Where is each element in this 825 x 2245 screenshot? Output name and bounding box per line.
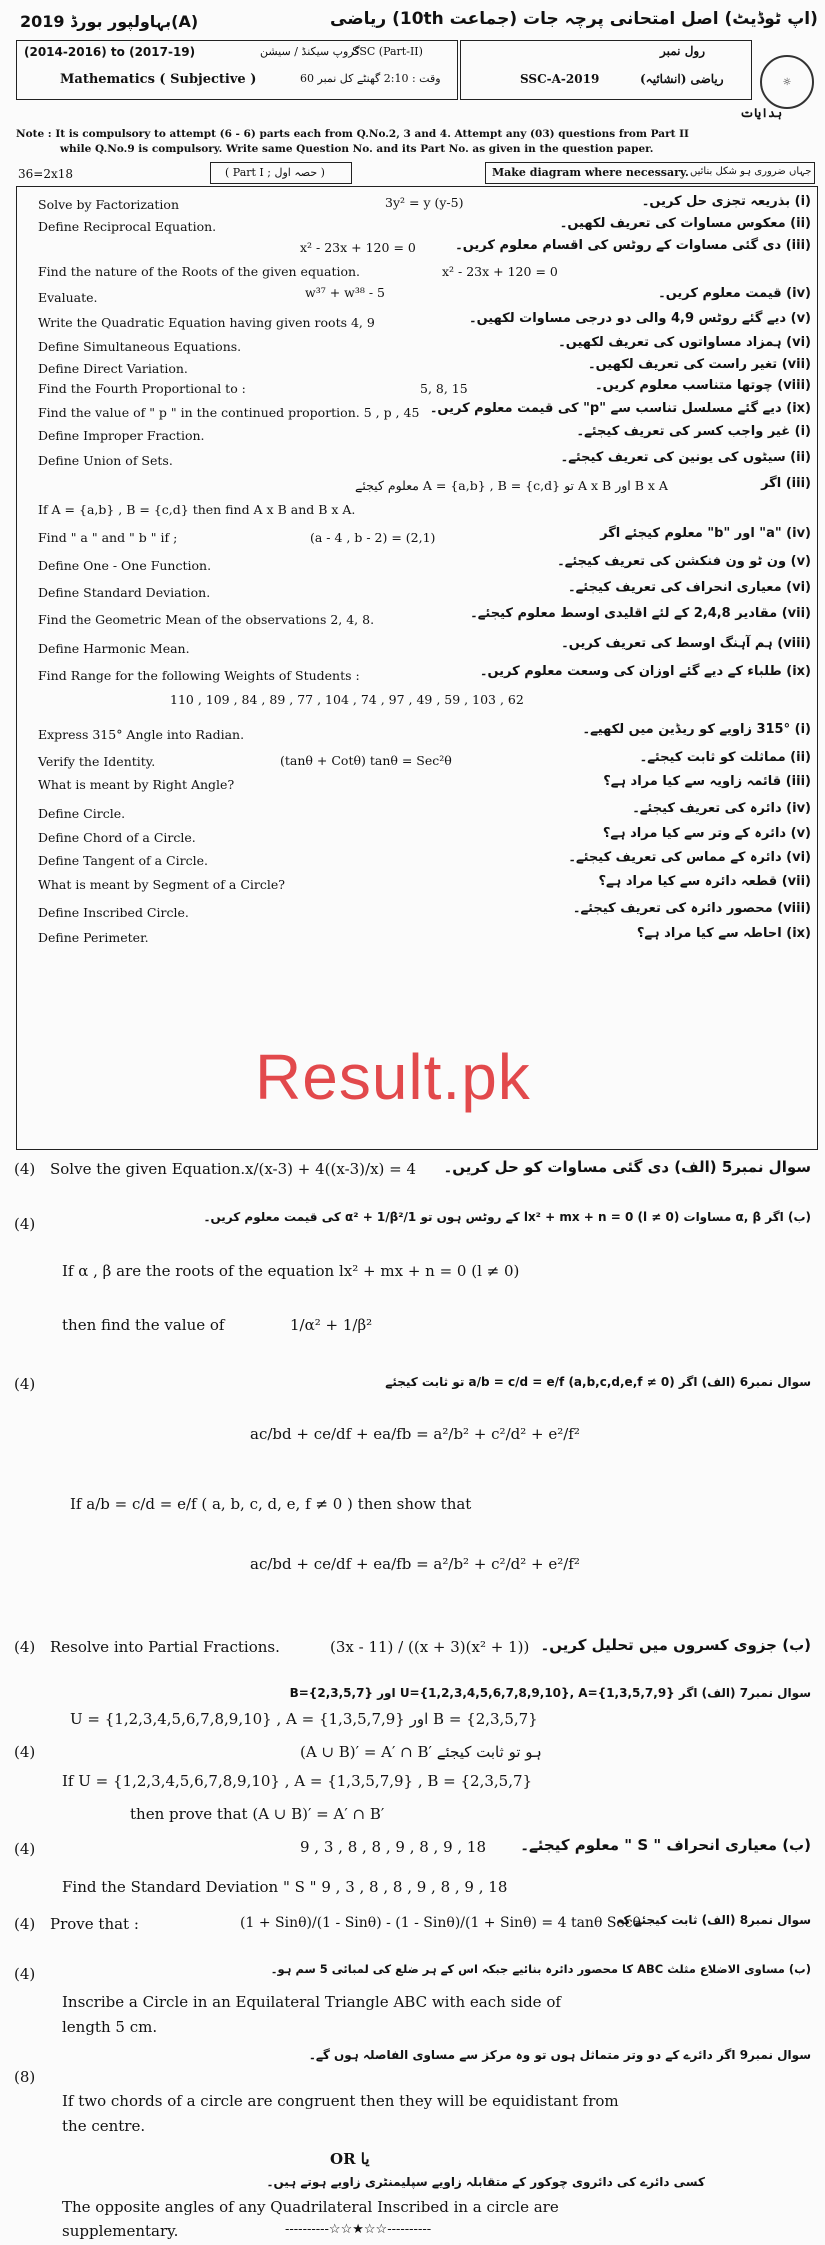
q4-viii-en: Define Inscribed Circle.: [38, 905, 189, 920]
q2-viii-math: 5, 8, 15: [420, 381, 468, 396]
q5b-expr: 1/α² + 1/β²: [290, 1316, 373, 1334]
q7a-line: U = {1,2,3,4,5,6,7,8,9,10} , A = {1,3,5,7,9} اور B = {2,3,5,7}: [70, 1710, 538, 1728]
q4-vii-en: What is meant by Segment of a Circle?: [38, 877, 285, 892]
q2-ix-ur: (ix) دیے گئے مسلسل تناسب سے "p" کی قیمت معلوم کریں۔: [429, 401, 811, 416]
instructions-urdu: ہدایات: [740, 106, 783, 120]
roll-urdu: رول نمبر: [660, 44, 706, 58]
q6a-marks: (4): [14, 1375, 36, 1393]
q6b-marks: (4): [14, 1638, 36, 1656]
diagram-note: Make diagram where necessary.: [492, 166, 689, 179]
q7a-ur: سوال نمبر7 (الف) اگر U={1,2,3,4,5,6,7,8,9,10}, A={1,3,5,7,9} اور B={2,3,5,7}: [289, 1686, 811, 1700]
q7a-en2: then prove that (A ∪ B)′ = A′ ∩ B′: [130, 1805, 385, 1823]
q5a-marks: (4): [14, 1160, 36, 1178]
note-line-1: Note : It is compulsory to attempt (6 - 6) parts each from Q.No.2, 3 and 4. Attempt any (03) questions from Part II: [16, 128, 689, 140]
q3-ix-ur: (ix) طلباء کے دیے گئے اوزان کی وسعت معلوم کریں۔: [479, 664, 811, 679]
q2-iii-math2: x² - 23x + 120 = 0: [442, 264, 558, 279]
q7b-en: Find the Standard Deviation " S " 9 , 3 , 8 , 8 , 9 , 8 , 9 , 18: [62, 1878, 508, 1896]
q2-ii-en: Define Reciprocal Equation.: [38, 219, 217, 234]
q2-iii-en: Find the nature of the Roots of the given equation.: [38, 264, 361, 279]
q3-iv-ur: (iv) "a" اور "b" معلوم کیجئے اگر: [600, 526, 811, 541]
q7a-prove-ur: (A ∪ B)′ = A′ ∩ B′ ہو تو ثابت کیجئے: [300, 1743, 542, 1761]
q9-or-ur: کسی دائرے کی دائروی چوکور کے متقابلہ زاویے سپلیمنٹری زاویے ہوتے ہیں۔: [266, 2175, 705, 2189]
q8b-en2: length 5 cm.: [62, 2018, 158, 2036]
q5a-math: x/(x-3) + 4((x-3)/x) = 4: [245, 1160, 417, 1178]
q4-viii-ur: (viii) محصور دائرہ کی تعریف کیجئے۔: [572, 901, 811, 916]
q4-ii-ur: (ii) مماثلت کو ثابت کیجئے۔: [639, 750, 811, 765]
end-mark: ----------☆☆★☆☆----------: [285, 2222, 432, 2237]
q6a-math2: ac/bd + ce/df + ea/fb = a²/b² + c²/d² + e²/f²: [250, 1555, 580, 1573]
q2-ii-ur: (ii) معکوس مساوات کی تعریف لکھیں۔: [559, 216, 811, 231]
q7a-en: If U = {1,2,3,4,5,6,7,8,9,10} , A = {1,3,5,7,9} , B = {2,3,5,7}: [62, 1772, 533, 1790]
q3-v-ur: (v) ون ٹو ون فنکشن کی تعریف کیجئے۔: [557, 554, 811, 569]
q5b-en2: then find the value of: [62, 1316, 225, 1334]
q7b-data: 9 , 3 , 8 , 8 , 9 , 8 , 9 , 18: [300, 1838, 487, 1856]
ssc-group: SSC (Part-II): [352, 45, 423, 58]
q4-vii-ur: (vii) قطعہ دائرہ سے کیا مراد ہے؟: [598, 874, 811, 889]
q9-or-en2: supplementary.: [62, 2222, 179, 2240]
marks-label: 36=2x18: [18, 167, 73, 181]
q9-or-en1: The opposite angles of any Quadrilateral Inscribed in a circle are: [62, 2198, 559, 2216]
q3-vi-en: Define Standard Deviation.: [38, 585, 211, 600]
q9-en1: If two chords of a circle are congruent then they will be equidistant from: [62, 2092, 619, 2110]
q3-iii-ur: (iii) اگر: [761, 476, 811, 491]
q3-vii-ur: (vii) مقادیر 2,4,8 کے لئے اقلیدی اوسط معلوم کیجئے۔: [470, 606, 811, 621]
roll-box: [460, 40, 752, 100]
q4-v-en: Define Chord of a Circle.: [38, 830, 196, 845]
q3-viii-en: Define Harmonic Mean.: [38, 641, 190, 656]
q7a-marks: (4): [14, 1743, 36, 1761]
q5b-en1: If α , β are the roots of the equation lx² + mx + n = 0 (l ≠ 0): [62, 1262, 520, 1280]
q2-viii-en: Find the Fourth Proportional to :: [38, 381, 246, 396]
q8b-marks: (4): [14, 1965, 36, 1983]
q2-iii-ur: (iii) دی گئی مساوات کے روٹس کی اقسام معلوم کریں۔: [455, 238, 811, 253]
q3-ix-en: Find Range for the following Weights of Students :: [38, 668, 360, 683]
q4-ii-math: (tanθ + Cotθ) tanθ = Sec²θ: [280, 753, 452, 768]
q3-ix-data: 110 , 109 , 84 , 89 , 77 , 104 , 74 , 97 , 49 , 59 , 103 , 62: [170, 692, 524, 707]
q8a-en: Prove that :: [50, 1915, 139, 1933]
q4-vi-en: Define Tangent of a Circle.: [38, 853, 208, 868]
q2-ix-en: Find the value of " p " in the continued proportion. 5 , p , 45: [38, 405, 420, 420]
q2-vi-en: Define Simultaneous Equations.: [38, 339, 242, 354]
q7b-marks: (4): [14, 1840, 36, 1858]
q6a-math: ac/bd + ce/df + ea/fb = a²/b² + c²/d² + e²/f²: [250, 1425, 580, 1443]
time-urdu: وقت : 2:10 گھنٹے کل نمبر 60: [300, 72, 441, 85]
q2-vii-ur: (vii) تغیر راست کی تعریف لکھیں۔: [587, 357, 811, 372]
q6a-ur: سوال نمبر6 (الف) اگر a/b = c/d = e/f (a,b,c,d,e,f ≠ 0) تو ثابت کیجئے: [385, 1375, 811, 1389]
q7b-ur: (ب) معیاری انحراف " S " معلوم کیجئے۔: [520, 1836, 811, 1854]
q3-i-ur: (i) غیر واجب کسر کی تعریف کیجئے۔: [576, 424, 811, 439]
q3-i-en: Define Improper Fraction.: [38, 428, 205, 443]
subject-urdu: ریاضی (انشائیہ): [640, 72, 724, 86]
q3-vi-ur: (vi) معیاری انحراف کی تعریف کیجئے۔: [568, 580, 811, 595]
q8b-ur: (ب) مساوی الاضلاع مثلث ABC کا محصور دائرہ بنائیے جبکہ اس کے ہر ضلع کی لمبائی 5 سم ہو۔: [270, 1962, 811, 1976]
q5b-ur: (ب) اگر α, β مساوات lx² + mx + n = 0 (l ≠ 0) کے روٹس ہوں تو 1/α² + 1/β² کی قیمت معلوم کریں۔: [203, 1210, 811, 1224]
q2-iv-en: Evaluate.: [38, 290, 98, 305]
q6a-en: If a/b = c/d = e/f ( a, b, c, d, e, f ≠ 0 ) then show that: [70, 1495, 472, 1513]
q9-marks: (8): [14, 2068, 36, 2086]
q4-iii-en: What is meant by Right Angle?: [38, 777, 235, 792]
q8a-math: (1 + Sinθ)/(1 - Sinθ) - (1 - Sinθ)/(1 + Sinθ) = 4 tanθ Secθ: [240, 1915, 641, 1931]
q8b-en1: Inscribe a Circle in an Equilateral Triangle ABC with each side of: [62, 1993, 561, 2011]
note-line-2: while Q.No.9 is compulsory. Write same Question No. and its Part No. as given in the question paper.: [60, 143, 654, 155]
q5a-ur: سوال نمبر5 (الف) دی گئی مساوات کو حل کریں۔: [443, 1158, 811, 1176]
board-seal-icon: ☼: [760, 55, 814, 109]
year-board: بہاولپور بورڈ 2019(A): [20, 12, 199, 31]
q2-v-en: Write the Quadratic Equation having given roots 4, 9: [38, 315, 375, 330]
q3-viii-ur: (viii) ہم آہنگ اوسط کی تعریف کریں۔: [561, 636, 811, 651]
q4-ii-en: Verify the Identity.: [38, 754, 156, 769]
or-label: OR یا: [330, 2150, 370, 2168]
q3-v-en: Define One - One Function.: [38, 558, 212, 573]
q3-ii-ur: (ii) سیٹوں کی یونین کی تعریف کیجئے۔: [560, 450, 811, 465]
q2-vii-en: Define Direct Variation.: [38, 361, 188, 376]
q4-iii-ur: (iii) قائمہ زاویہ سے کیا مراد ہے؟: [603, 774, 811, 789]
q4-vi-ur: (vi) دائرہ کے مماس کی تعریف کیجئے۔: [568, 850, 811, 865]
q2-iv-math: w³⁷ + w³⁸ - 5: [305, 285, 385, 300]
subject: Mathematics ( Subjective ): [60, 72, 257, 87]
q3-vii-en: Find the Geometric Mean of the observations 2, 4, 8.: [38, 612, 375, 627]
q2-i-math: 3y² = y (y-5): [385, 195, 464, 210]
q6b-ur: (ب) جزوی کسروں میں تحلیل کریں۔: [540, 1636, 811, 1654]
q8a-ur: سوال نمبر8 (الف) ثابت کیجئے کہ: [616, 1913, 811, 1927]
q6b-en: Resolve into Partial Fractions.: [50, 1638, 280, 1656]
q4-ix-en: Define Perimeter.: [38, 930, 149, 945]
part1-label: ( Part I ; حصہ اول ): [225, 166, 325, 179]
q2-v-ur: (v) دیے گئے روٹس 4,9 والی دو درجی مساوات لکھیں۔: [468, 311, 811, 326]
q2-i-ur: (i) بذریعہ تجزی حل کریں۔: [641, 194, 811, 209]
q8a-marks: (4): [14, 1915, 36, 1933]
q9-en2: the centre.: [62, 2117, 146, 2135]
q3-iv-math: (a - 4 , b - 2) = (2,1): [310, 530, 436, 545]
session-urdu: گروپ سیکنڈ / سیشن: [260, 45, 360, 58]
q4-i-en: Express 315° Angle into Radian.: [38, 727, 245, 742]
q3-iii-math: B x A اور A x B تو A = {a,b} , B = {c,d} معلوم کیجئے: [355, 478, 668, 493]
q9-ur: سوال نمبر9 اگر دائرے کے دو وتر متماثل ہوں تو وہ مرکز سے مساوی الفاصلہ ہوں گے۔: [308, 2048, 811, 2062]
q3-iii-en: If A = {a,b} , B = {c,d} then find A x B and B x A.: [38, 502, 356, 517]
q2-vi-ur: (vi) ہمزاد مساواتوں کی تعریف لکھیں۔: [558, 335, 811, 350]
q3-iv-en: Find " a " and " b " if ;: [38, 530, 178, 545]
q2-iv-ur: (iv) قیمت معلوم کریں۔: [658, 286, 811, 301]
q2-iii-math: x² - 23x + 120 = 0: [300, 240, 416, 255]
paper-code: SSC-A-2019: [520, 72, 600, 86]
q5a-en: Solve the given Equation.: [50, 1160, 246, 1178]
q4-v-ur: (v) دائرہ کے وتر سے کیا مراد ہے؟: [602, 826, 811, 841]
q4-iv-ur: (iv) دائرہ کی تعریف کیجئے۔: [632, 801, 811, 816]
q6b-math: (3x - 11) / ((x + 3)(x² + 1)): [330, 1638, 530, 1656]
title-urdu: (اپ ٹوڈیٹ) اصل امتحانی پرچہ جات (جماعت 10th) ریاضی: [330, 9, 818, 29]
q3-ii-en: Define Union of Sets.: [38, 453, 173, 468]
diagram-note-urdu: جہاں ضروری ہو شکل بنائیں: [690, 166, 812, 177]
session: (2014-2016) to (2017-19): [24, 45, 196, 59]
q5b-marks: (4): [14, 1215, 36, 1233]
q4-ix-ur: (ix) احاطہ سے کیا مراد ہے؟: [636, 926, 811, 941]
q4-iv-en: Define Circle.: [38, 806, 126, 821]
q2-viii-ur: (viii) چوتھا متناسب معلوم کریں۔: [594, 378, 811, 393]
q4-i-ur: (i) 315° زاویے کو ریڈین میں لکھیے۔: [582, 722, 811, 737]
watermark-logo: Result.pk: [255, 1041, 531, 1113]
q2-i-en: Solve by Factorization: [38, 197, 179, 212]
